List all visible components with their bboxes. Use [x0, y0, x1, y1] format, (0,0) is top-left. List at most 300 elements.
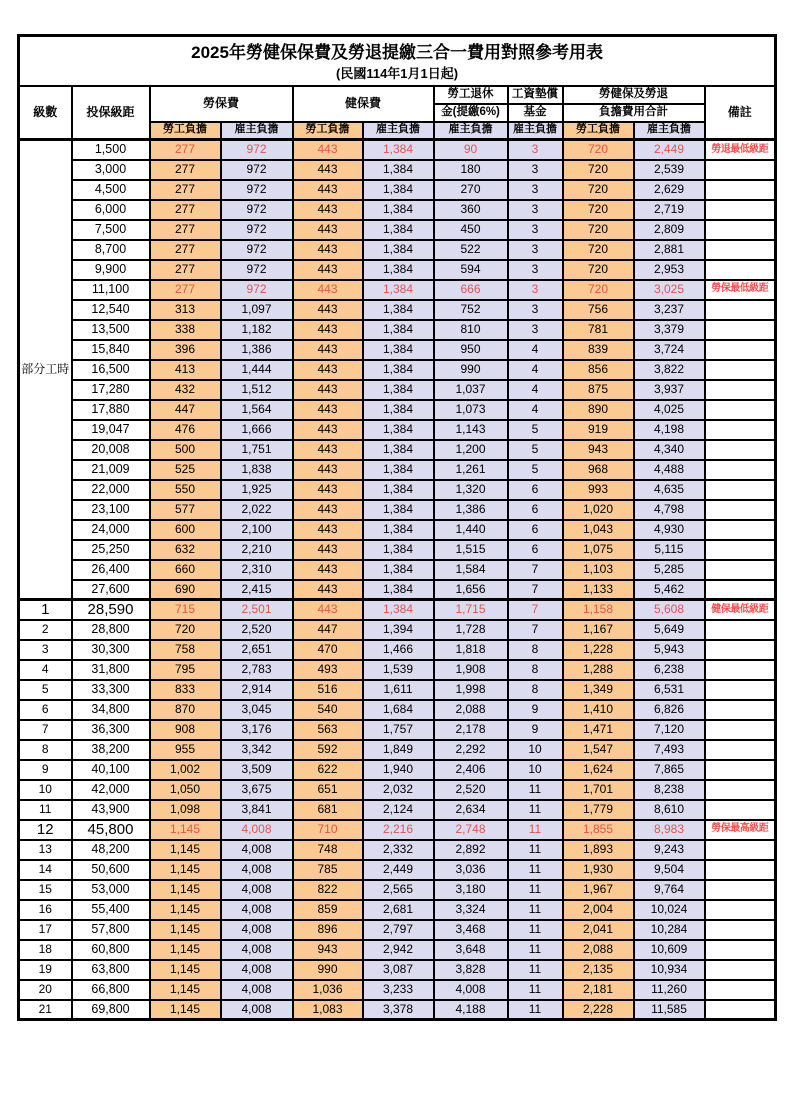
value-cell: 277: [150, 260, 221, 280]
table-row: [19, 600, 776, 620]
value-cell: 443: [293, 160, 363, 180]
value-cell: 1,384: [363, 200, 434, 220]
value-cell: 5,943: [634, 640, 705, 660]
value-cell: 10,284: [634, 920, 705, 940]
page-title: 2025年勞健保保費及勞退提繳三合一費用對照參考用表: [191, 43, 603, 63]
remark-cell: [705, 960, 776, 980]
value-cell: 1,145: [150, 980, 221, 1000]
level-cell: 18: [19, 940, 72, 960]
value-cell: 1,145: [150, 940, 221, 960]
subheader-labor-employee: 勞工負擔: [150, 122, 221, 140]
table-row: [19, 860, 776, 880]
value-cell: 443: [293, 200, 363, 220]
value-cell: 277: [150, 240, 221, 260]
value-cell: 3,087: [363, 960, 434, 980]
value-cell: 10: [508, 760, 563, 780]
header-pension-line1: 勞工退休: [434, 86, 508, 104]
remark-cell: [705, 660, 776, 680]
value-cell: 1,512: [221, 380, 293, 400]
bracket-cell: 33,300: [72, 680, 150, 700]
value-cell: 4,930: [634, 520, 705, 540]
value-cell: 720: [563, 160, 634, 180]
value-cell: 2,449: [634, 140, 705, 160]
value-cell: 1,182: [221, 320, 293, 340]
value-cell: 1,002: [150, 760, 221, 780]
table-body: [19, 140, 776, 1020]
value-cell: 2,797: [363, 920, 434, 940]
value-cell: 1,779: [563, 800, 634, 820]
value-cell: 1,384: [363, 320, 434, 340]
value-cell: 11: [508, 960, 563, 980]
value-cell: 3: [508, 220, 563, 240]
value-cell: 3,342: [221, 740, 293, 760]
bracket-cell: 50,600: [72, 860, 150, 880]
remark-cell: [705, 420, 776, 440]
value-cell: 2,914: [221, 680, 293, 700]
table-row: [19, 560, 776, 580]
value-cell: 8,238: [634, 780, 705, 800]
remark-cell: [705, 400, 776, 420]
value-cell: 1,384: [363, 520, 434, 540]
remark-cell: [705, 480, 776, 500]
value-cell: 525: [150, 460, 221, 480]
table-row: [19, 320, 776, 340]
value-cell: 1,386: [434, 500, 508, 520]
value-cell: 2,041: [563, 920, 634, 940]
value-cell: 1,384: [363, 160, 434, 180]
value-cell: 516: [293, 680, 363, 700]
value-cell: 1,083: [293, 1000, 363, 1020]
value-cell: 6,531: [634, 680, 705, 700]
value-cell: 1,384: [363, 440, 434, 460]
value-cell: 972: [221, 200, 293, 220]
remark-cell: [705, 880, 776, 900]
value-cell: 950: [434, 340, 508, 360]
value-cell: 592: [293, 740, 363, 760]
table-row: [19, 620, 776, 640]
value-cell: 3,675: [221, 780, 293, 800]
value-cell: 1,384: [363, 560, 434, 580]
value-cell: 1,715: [434, 600, 508, 620]
value-cell: 1,145: [150, 880, 221, 900]
value-cell: 681: [293, 800, 363, 820]
value-cell: 781: [563, 320, 634, 340]
value-cell: 943: [563, 440, 634, 460]
value-cell: 1,228: [563, 640, 634, 660]
value-cell: 1,145: [150, 840, 221, 860]
value-cell: 1,893: [563, 840, 634, 860]
value-cell: 1,200: [434, 440, 508, 460]
value-cell: 720: [563, 140, 634, 160]
value-cell: 1,940: [363, 760, 434, 780]
value-cell: 859: [293, 900, 363, 920]
value-cell: 1,288: [563, 660, 634, 680]
value-cell: 1,384: [363, 380, 434, 400]
level-cell: 16: [19, 900, 72, 920]
value-cell: 1,666: [221, 420, 293, 440]
value-cell: 1,384: [363, 480, 434, 500]
remark-cell: [705, 440, 776, 460]
value-cell: 9,504: [634, 860, 705, 880]
value-cell: 1,020: [563, 500, 634, 520]
value-cell: 4,488: [634, 460, 705, 480]
value-cell: 5,462: [634, 580, 705, 600]
remark-cell: [705, 460, 776, 480]
remark-cell: 勞保最低級距: [705, 280, 776, 300]
value-cell: 1,384: [363, 280, 434, 300]
value-cell: 11: [508, 780, 563, 800]
value-cell: 443: [293, 140, 363, 160]
value-cell: 2,004: [563, 900, 634, 920]
value-cell: 1,384: [363, 420, 434, 440]
value-cell: 651: [293, 780, 363, 800]
value-cell: 2,719: [634, 200, 705, 220]
value-cell: 943: [293, 940, 363, 960]
value-cell: 447: [293, 620, 363, 640]
value-cell: 6,238: [634, 660, 705, 680]
bracket-cell: 6,000: [72, 200, 150, 220]
header-health-insurance: 健保費: [293, 86, 434, 122]
value-cell: 1,394: [363, 620, 434, 640]
value-cell: 795: [150, 660, 221, 680]
value-cell: 1,097: [221, 300, 293, 320]
value-cell: 3: [508, 260, 563, 280]
value-cell: 443: [293, 220, 363, 240]
value-cell: 3,324: [434, 900, 508, 920]
value-cell: 4,008: [221, 940, 293, 960]
value-cell: 1,967: [563, 880, 634, 900]
value-cell: 839: [563, 340, 634, 360]
header-level: 級數: [19, 86, 72, 140]
value-cell: 1,757: [363, 720, 434, 740]
value-cell: 972: [221, 220, 293, 240]
value-cell: 715: [150, 600, 221, 620]
value-cell: 1,261: [434, 460, 508, 480]
value-cell: 1,855: [563, 820, 634, 840]
value-cell: 1,050: [150, 780, 221, 800]
remark-cell: [705, 240, 776, 260]
value-cell: 3: [508, 320, 563, 340]
bracket-cell: 34,800: [72, 700, 150, 720]
value-cell: 4,025: [634, 400, 705, 420]
value-cell: 2,181: [563, 980, 634, 1000]
value-cell: 4,008: [221, 820, 293, 840]
table-row: [19, 280, 776, 300]
value-cell: 1,145: [150, 860, 221, 880]
level-cell: 3: [19, 640, 72, 660]
level-cell: 12: [19, 820, 72, 840]
level-cell: 21: [19, 1000, 72, 1020]
value-cell: 443: [293, 520, 363, 540]
value-cell: 443: [293, 460, 363, 480]
value-cell: 11: [508, 820, 563, 840]
remark-cell: [705, 220, 776, 240]
table-row: [19, 820, 776, 840]
value-cell: 277: [150, 220, 221, 240]
level-cell: 14: [19, 860, 72, 880]
value-cell: 2,520: [221, 620, 293, 640]
value-cell: 443: [293, 340, 363, 360]
value-cell: 11: [508, 860, 563, 880]
value-cell: 11: [508, 920, 563, 940]
value-cell: 6,826: [634, 700, 705, 720]
value-cell: 810: [434, 320, 508, 340]
value-cell: 720: [563, 240, 634, 260]
value-cell: 3,378: [363, 1000, 434, 1020]
remark-cell: [705, 720, 776, 740]
value-cell: 1,384: [363, 340, 434, 360]
value-cell: 3,233: [363, 980, 434, 1000]
value-cell: 972: [221, 260, 293, 280]
value-cell: 2,449: [363, 860, 434, 880]
value-cell: 666: [434, 280, 508, 300]
value-cell: 450: [434, 220, 508, 240]
bracket-cell: 17,880: [72, 400, 150, 420]
remark-cell: [705, 640, 776, 660]
value-cell: 2,629: [634, 180, 705, 200]
bracket-cell: 12,540: [72, 300, 150, 320]
value-cell: 1,728: [434, 620, 508, 640]
value-cell: 443: [293, 320, 363, 340]
value-cell: 896: [293, 920, 363, 940]
value-cell: 1,145: [150, 1000, 221, 1020]
value-cell: 540: [293, 700, 363, 720]
value-cell: 1,384: [363, 140, 434, 160]
value-cell: 972: [221, 180, 293, 200]
remark-cell: [705, 700, 776, 720]
value-cell: 2,088: [563, 940, 634, 960]
value-cell: 11,585: [634, 1000, 705, 1020]
bracket-cell: 43,900: [72, 800, 150, 820]
value-cell: 756: [563, 300, 634, 320]
value-cell: 3,025: [634, 280, 705, 300]
value-cell: 10,024: [634, 900, 705, 920]
value-cell: 8: [508, 680, 563, 700]
group-label-cell: 部分工時: [19, 140, 72, 600]
value-cell: 4,008: [221, 960, 293, 980]
value-cell: 413: [150, 360, 221, 380]
value-cell: 4,008: [221, 880, 293, 900]
bracket-cell: 69,800: [72, 1000, 150, 1020]
value-cell: 1,440: [434, 520, 508, 540]
table-row: [19, 300, 776, 320]
remark-cell: [705, 860, 776, 880]
value-cell: 752: [434, 300, 508, 320]
remark-cell: [705, 180, 776, 200]
table-row: [19, 200, 776, 220]
value-cell: 890: [563, 400, 634, 420]
value-cell: 7,493: [634, 740, 705, 760]
value-cell: 968: [563, 460, 634, 480]
remark-cell: [705, 160, 776, 180]
bracket-cell: 28,800: [72, 620, 150, 640]
value-cell: 8,983: [634, 820, 705, 840]
value-cell: 338: [150, 320, 221, 340]
value-cell: 720: [563, 280, 634, 300]
value-cell: 443: [293, 240, 363, 260]
value-cell: 443: [293, 540, 363, 560]
value-cell: 1,145: [150, 960, 221, 980]
value-cell: 2,681: [363, 900, 434, 920]
bracket-cell: 60,800: [72, 940, 150, 960]
value-cell: 908: [150, 720, 221, 740]
value-cell: 3,828: [434, 960, 508, 980]
remark-cell: [705, 980, 776, 1000]
value-cell: 90: [434, 140, 508, 160]
table-row: [19, 760, 776, 780]
level-cell: 1: [19, 600, 72, 620]
value-cell: 5,115: [634, 540, 705, 560]
value-cell: 1,444: [221, 360, 293, 380]
value-cell: 550: [150, 480, 221, 500]
table-row: [19, 540, 776, 560]
bracket-cell: 23,100: [72, 500, 150, 520]
value-cell: 3,045: [221, 700, 293, 720]
remark-cell: [705, 520, 776, 540]
value-cell: 1,384: [363, 300, 434, 320]
value-cell: 11: [508, 840, 563, 860]
value-cell: 3: [508, 300, 563, 320]
table-row: [19, 440, 776, 460]
value-cell: 11: [508, 900, 563, 920]
subheader-total-employee: 勞工負擔: [563, 122, 634, 140]
remark-cell: [705, 760, 776, 780]
level-cell: 13: [19, 840, 72, 860]
table-row: [19, 880, 776, 900]
remark-cell: [705, 200, 776, 220]
value-cell: 2,881: [634, 240, 705, 260]
value-cell: 1,684: [363, 700, 434, 720]
value-cell: 1,073: [434, 400, 508, 420]
value-cell: 7: [508, 600, 563, 620]
value-cell: 1,320: [434, 480, 508, 500]
value-cell: 1,818: [434, 640, 508, 660]
value-cell: 660: [150, 560, 221, 580]
level-cell: 10: [19, 780, 72, 800]
table-row: [19, 340, 776, 360]
value-cell: 2,809: [634, 220, 705, 240]
remark-cell: [705, 360, 776, 380]
value-cell: 1,751: [221, 440, 293, 460]
remark-cell: [705, 300, 776, 320]
bracket-cell: 1,500: [72, 140, 150, 160]
value-cell: 2,501: [221, 600, 293, 620]
value-cell: 443: [293, 260, 363, 280]
value-cell: 2,953: [634, 260, 705, 280]
table-row: [19, 140, 776, 160]
value-cell: 1,384: [363, 260, 434, 280]
level-cell: 4: [19, 660, 72, 680]
remark-cell: 勞保最高級距: [705, 820, 776, 840]
value-cell: 3,180: [434, 880, 508, 900]
bracket-cell: 40,100: [72, 760, 150, 780]
value-cell: 3: [508, 140, 563, 160]
value-cell: 1,037: [434, 380, 508, 400]
bracket-cell: 22,000: [72, 480, 150, 500]
value-cell: 1,384: [363, 180, 434, 200]
table-row: [19, 420, 776, 440]
value-cell: 577: [150, 500, 221, 520]
table-row: [19, 720, 776, 740]
value-cell: 875: [563, 380, 634, 400]
value-cell: 11: [508, 800, 563, 820]
value-cell: 443: [293, 420, 363, 440]
value-cell: 2,022: [221, 500, 293, 520]
value-cell: 277: [150, 180, 221, 200]
value-cell: 1,410: [563, 700, 634, 720]
bracket-cell: 53,000: [72, 880, 150, 900]
bracket-cell: 26,400: [72, 560, 150, 580]
value-cell: 2,942: [363, 940, 434, 960]
bracket-cell: 16,500: [72, 360, 150, 380]
value-cell: 4,008: [221, 900, 293, 920]
table-row: [19, 580, 776, 600]
value-cell: 2,332: [363, 840, 434, 860]
value-cell: 972: [221, 160, 293, 180]
bracket-cell: 7,500: [72, 220, 150, 240]
value-cell: 11: [508, 1000, 563, 1020]
subheader-health-employer: 雇主負擔: [363, 122, 434, 140]
value-cell: 2,292: [434, 740, 508, 760]
value-cell: 856: [563, 360, 634, 380]
value-cell: 563: [293, 720, 363, 740]
value-cell: 990: [293, 960, 363, 980]
table-row: [19, 680, 776, 700]
value-cell: 7,120: [634, 720, 705, 740]
value-cell: 443: [293, 180, 363, 200]
value-cell: 1,384: [363, 580, 434, 600]
bracket-cell: 13,500: [72, 320, 150, 340]
value-cell: 9: [508, 700, 563, 720]
value-cell: 1,158: [563, 600, 634, 620]
value-cell: 11,260: [634, 980, 705, 1000]
subheader-health-employee: 勞工負擔: [293, 122, 363, 140]
value-cell: 3,237: [634, 300, 705, 320]
value-cell: 4,635: [634, 480, 705, 500]
value-cell: 3,937: [634, 380, 705, 400]
value-cell: 11: [508, 980, 563, 1000]
table-row: [19, 800, 776, 820]
value-cell: 5,608: [634, 600, 705, 620]
table-row: [19, 360, 776, 380]
table-row: [19, 960, 776, 980]
value-cell: 720: [563, 180, 634, 200]
level-cell: 6: [19, 700, 72, 720]
table-row: [19, 780, 776, 800]
value-cell: 1,624: [563, 760, 634, 780]
table-row: [19, 980, 776, 1000]
value-cell: 10,934: [634, 960, 705, 980]
value-cell: 11: [508, 940, 563, 960]
value-cell: 3,648: [434, 940, 508, 960]
value-cell: 2,032: [363, 780, 434, 800]
value-cell: 1,384: [363, 600, 434, 620]
value-cell: 2,651: [221, 640, 293, 660]
bracket-cell: 17,280: [72, 380, 150, 400]
table-row: [19, 640, 776, 660]
table-row: [19, 180, 776, 200]
remark-cell: [705, 1000, 776, 1020]
value-cell: 1,908: [434, 660, 508, 680]
value-cell: 748: [293, 840, 363, 860]
value-cell: 2,135: [563, 960, 634, 980]
value-cell: 277: [150, 280, 221, 300]
header-wage-fund-line1: 工資墊償: [508, 86, 563, 104]
table-row: [19, 260, 776, 280]
value-cell: 720: [150, 620, 221, 640]
value-cell: 3,509: [221, 760, 293, 780]
value-cell: 4,008: [221, 1000, 293, 1020]
